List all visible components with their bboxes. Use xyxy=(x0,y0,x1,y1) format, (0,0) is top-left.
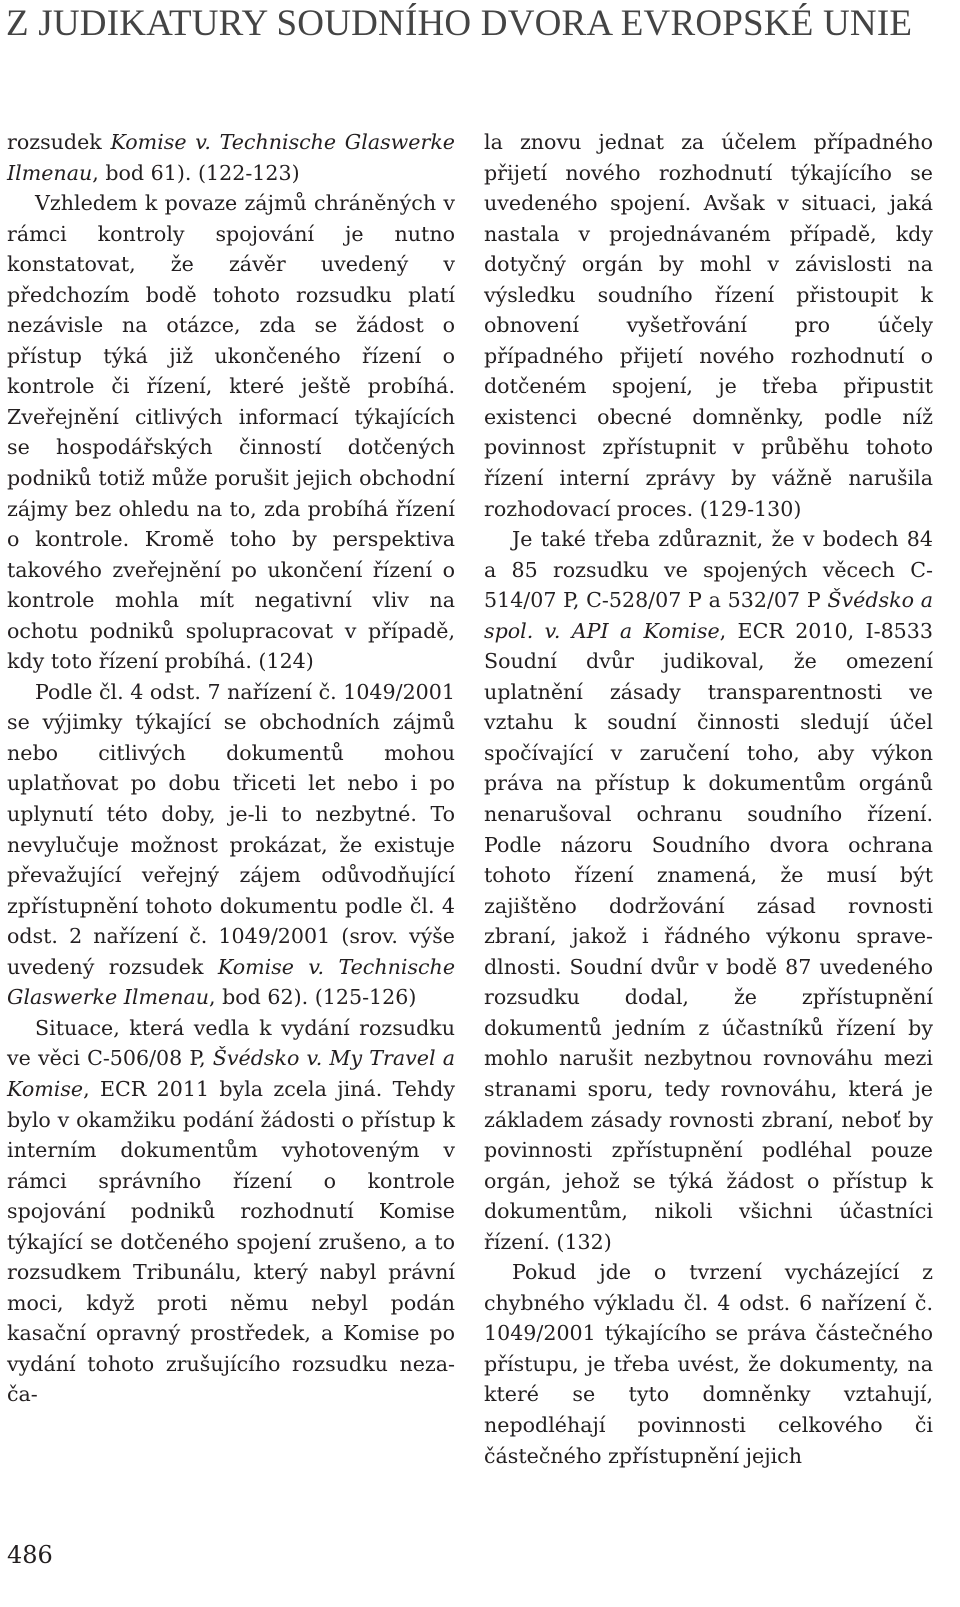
left-column xyxy=(7,127,455,1410)
case-name: Komise v. Technische Glaswerke Ilmenau xyxy=(7,130,455,185)
paragraph xyxy=(484,524,933,1257)
page-number: 486 xyxy=(7,1541,53,1569)
paragraph xyxy=(7,677,455,1013)
text-span: , ECR 2011 byla zcela jiná. Tehdy bylo v okamžiku podání žádosti o přístup k interním dokumentům vyhotoveným v rámci správního řízení o kontrole spojování podniků rozhodnutí Komise týkající se dotčeného spojení zrušeno, a to rozsudkem Tribunálu, který nabyl právní moci, když proti němu nebyl podán kasační opravný prostředek, a Komise po vydání tohoto zrušujícího rozsudku nezača- xyxy=(7,1076,455,1407)
text-span: Je také třeba zdůraznit, že v bodech 84 a 85 rozsudku ve spojených věcech C-514/07 P, C-528/07 P a 532/07 P xyxy=(484,527,933,613)
right-column xyxy=(484,127,933,1471)
paragraph-continuation: la znovu jednat za účelem případného přijetí nového rozhodnutí týkajícího se uvedeného spojení. Avšak v situaci, jaká nastala v projednávaném případě, kdy dotyčný orgán by mohl v závislosti na výsledku soudního řízení přistoupit k obnovení vyšetřování pro účely případného přijetí nového rozhodnutí o dotčeném spojení, je třeba připustit existenci obecné domněnky, podle níž povinnost zpřístupnit v průběhu tohoto řízení interní zprávy by vážně narušila rozhodovací proces. (129-130) xyxy=(484,130,933,521)
text-span: Podle čl. 4 odst. 7 nařízení č. 1049/2001 se výjimky týkající se obchodních zájmů nebo citlivých dokumentů mohou uplatňovat po dobu třiceti let nebo i po uplynutí této doby, je-li to nezbytné. To nevylučuje možnost prokázat, že existuje převažující veřejný zájem odůvodňující zpřístupnění tohoto dokumentu podle čl. 4 odst. 2 nařízení č. 1049/2001 (srov. výše uvedený rozsudek xyxy=(7,679,455,979)
paragraph xyxy=(7,1013,455,1410)
text-span: rozsudek xyxy=(7,130,111,154)
running-header: Z JUDIKATURY SOUDNÍHO DVORA EVROPSKÉ UNIE xyxy=(6,3,913,44)
text-span: , bod 62). (125-126) xyxy=(209,985,417,1010)
text-span: Situace, která vedla k vydání rozsudku ve věci C-506/08 P, xyxy=(7,1015,455,1071)
paragraph: Pokud jde o tvrzení vycházející z chybného výkladu čl. 4 odst. 6 nařízení č. 1049/2001 týkajícího se práva částečného přístupu, je třeba uvést, že dokumenty, na které se tyto domněnky vztahují, nepodléhají povinnosti celkového či částečného zpřístupnění jejich xyxy=(484,1260,933,1468)
case-name: Švédsko a spol. v. API a Komise xyxy=(484,588,933,643)
paragraph-continuation xyxy=(7,127,455,188)
text-span: , bod 61). (122-123) xyxy=(92,160,300,185)
case-name: Švédsko v. My Travel a Komise xyxy=(7,1046,455,1101)
case-name: Komise v. Technische Glaswerke Ilmenau xyxy=(7,954,456,1010)
text-span: , ECR 2010, I-8533 Soudní dvůr judikoval, že omezení uplatnění zásady transparentnosti ve vztahu k soudní činnosti sledují účel spočívající v zaručení toho, aby výkon práva na přístup k dokumentům orgánů nenarušoval ochranu soudního řízení. Podle názoru Soudního dvora ochrana tohoto řízení znamená, že musí být zajištěno dodržování zásad rovnosti zbraní, jakož i řádného výkonu spravedlnosti. Soudní dvůr v bodě 87 uvedeného rozsudku dodal, že zpřístupnění dokumentů jedním z účastníků řízení by mohlo narušit nezbytnou rovnováhu mezi stranami sporu, tedy rovnováhu, která je základem zásady rovnosti zbraní, neboť by povinnosti zpřístupnění podléhal pouze orgán, jehož se týká žádost o přístup k dokumentům, nikoli všichni účastníci řízení. (132) xyxy=(484,618,933,1254)
paragraph: Vzhledem k povaze zájmů chráněných v rámci kontroly spojování je nutno konstatovat, že závěr uvedený v předchozím bodě tohoto rozsudku platí nezávisle na otázce, zda se žádost o přístup týká již ukončeného řízení o kontrole či řízení, které ještě probíhá. Zveřejnění citlivých informací týkajících se hospodářských činností dotčených podniků totiž může porušit jejich obchodní zájmy bez ohledu na to, zda probíhá řízení o kontrole. Kromě toho by perspektiva takového zveřejnění po ukončení řízení o kontrole mohla mít negativní vliv na ochotu podniků spolupracovat v případě, kdy toto řízení probíhá. (124) xyxy=(7,191,455,674)
